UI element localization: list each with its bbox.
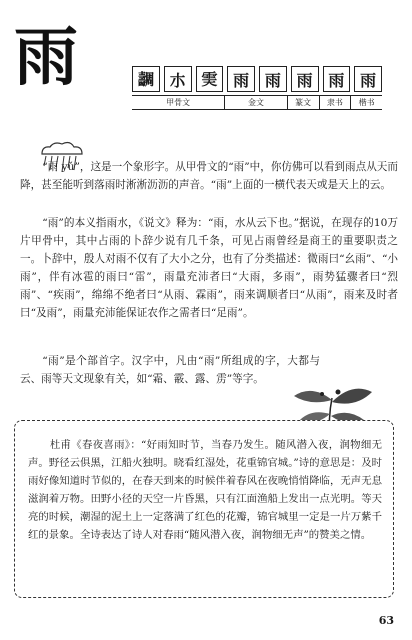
label-oracle-bone: 甲骨文 — [166, 98, 191, 107]
page-number: 63 — [378, 614, 394, 627]
script-evolution-strip — [132, 66, 382, 92]
script-form-3: 𩂉 — [196, 66, 224, 92]
title-character: 雨 — [14, 20, 78, 95]
label-seal: 篆文 — [287, 96, 319, 109]
script-form-6: 雨 — [291, 66, 319, 92]
script-form-8: 雨 — [354, 66, 382, 92]
label-clerical: 隶书 — [319, 96, 351, 109]
label-bronze: 金文 — [224, 96, 287, 109]
label-regular: 楷书 — [350, 96, 382, 109]
script-form-2: 朩 — [164, 66, 192, 92]
script-form-7: 雨 — [323, 66, 351, 92]
script-label-bar — [132, 95, 382, 110]
paragraph-1: “雨 yǔ”，这是一个象形字。从甲骨文的“雨”中，你仿佛可以看到雨点从天而降，甚至能听到落雨时淅淅沥沥的声音。“雨”上面的一横代表天或是天上的云。 — [20, 161, 398, 191]
script-form-5: 雨 — [259, 66, 287, 92]
script-form-4: 雨 — [227, 66, 255, 92]
paragraph-3: “雨”是个部首字。汉字中，凡由“雨”所组成的字，大都与云、雨等天文现象有关，如“霜、霰、露、雳”等字。 — [20, 355, 320, 385]
script-form-1: 𡕐 — [132, 66, 160, 92]
paragraph-2: “雨”的本义指雨水，《说文》释为：“雨，水从云下也。”据说，在现存的10万片甲骨中，其中占雨的卜辞少说有几千条，可见占雨曾经是商王的重要职责之一。卜辞中，殷人对雨不仅有了大小之分，也有了分类描述：微雨曰“幺雨”、“小雨”，伴有冰雹的雨曰“雷”，雨量充沛者曰“大雨，多雨”，雨势猛骤者曰“烈雨”、“疾雨”，绵绵不绝者曰“从雨、霖雨”，雨来调顺者曰“从雨”，雨来及时者曰“及雨”，雨量充沛能保证农作之需者曰“足雨”。 — [20, 217, 398, 319]
poem-explanation: 杜甫《春夜喜雨》：“好雨知时节，当春乃发生。随风潜入夜，润物细无声。野径云俱黑，江船火独明。晓看红湿处，花重锦官城。”诗的意思是：及时雨好像知道时节似的，在春天到来的时候伴着春风在夜晚悄悄降临，无声无息滋润着万物。田野小径的天空一片昏黑，只有江面渔船上发出一点光明。等天亮的时候，潮湿的泥土上一定落满了红色的花瓣，锦官城里一定是一片万紫千红的景象。全诗表达了诗人对春雨“随风潜入夜，润物细无声”的赞美之情。 — [28, 439, 382, 541]
